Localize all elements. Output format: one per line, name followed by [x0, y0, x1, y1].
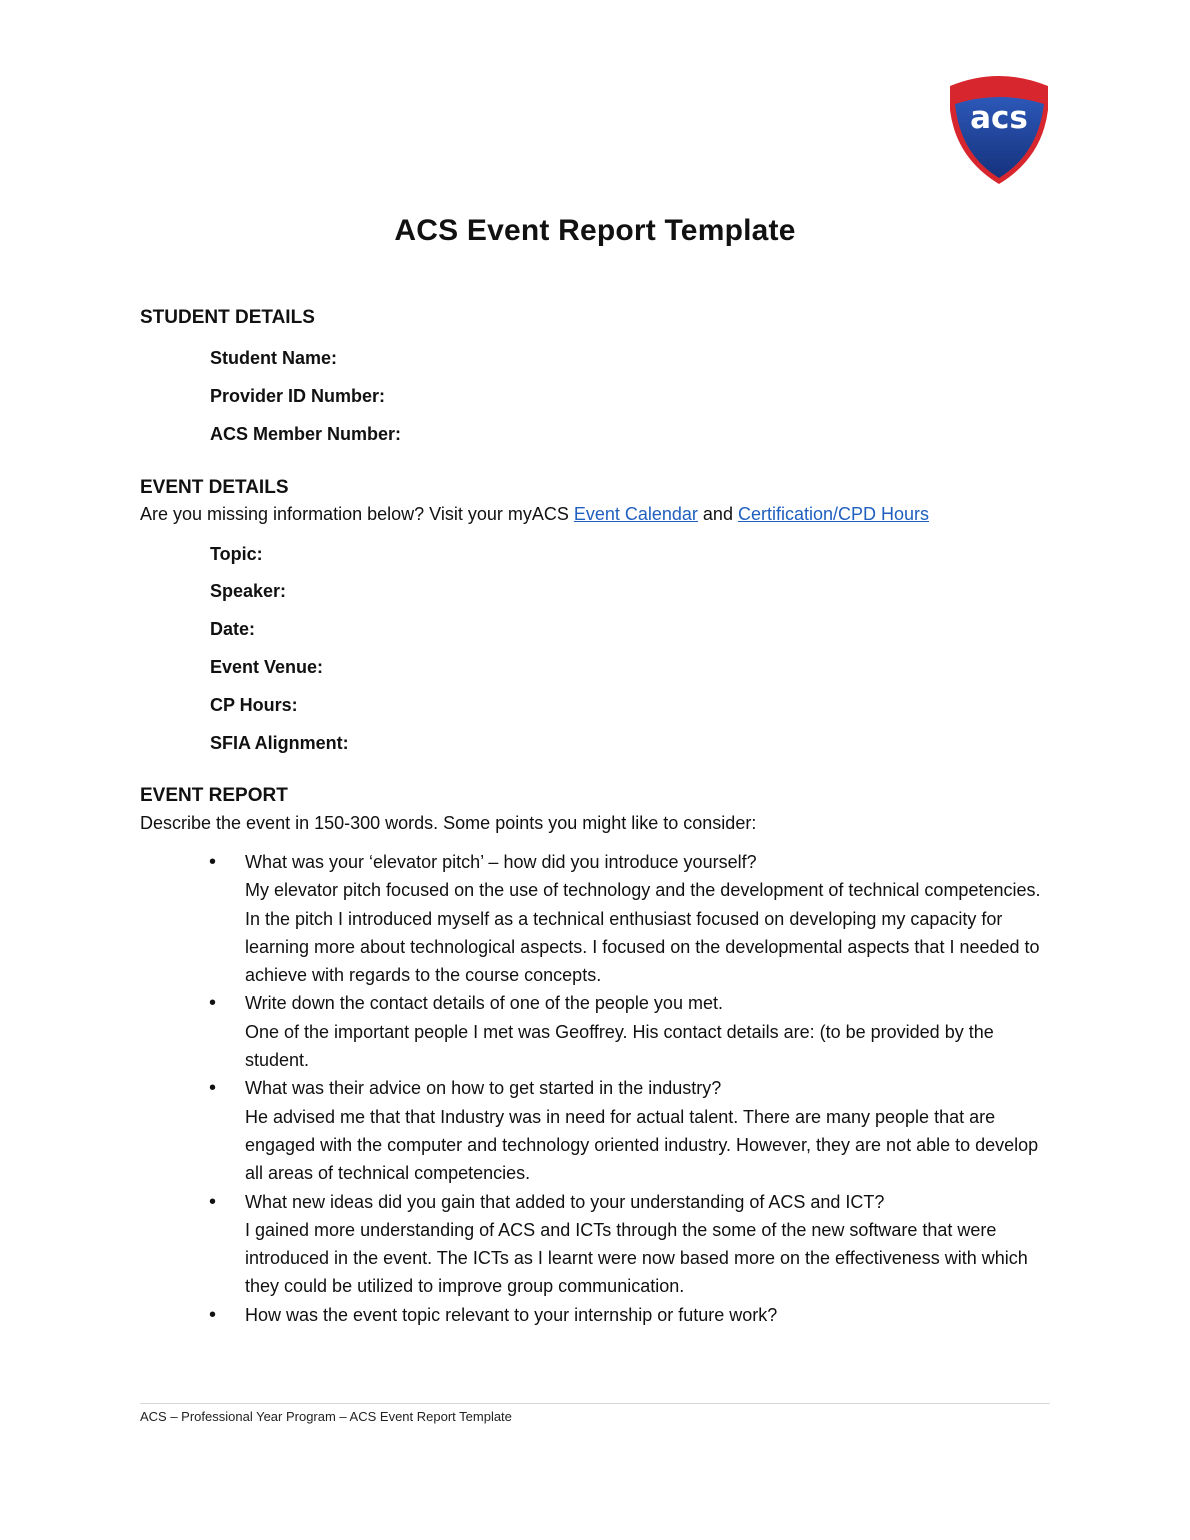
bullet-answer: One of the important people I met was Geoffrey. His contact details are: (to be provided by the student. [245, 1021, 994, 1071]
cp-hours-label: CP Hours: [210, 695, 298, 715]
event-details-intro [140, 504, 929, 525]
bullet-answer: He advised me that that Industry was in need for actual talent. There are many people that are engaged with the computer and technology oriented industry. However, they are not able to develop all areas of technical competencies. [245, 1106, 1039, 1184]
bullet-question: How was the event topic relevant to your internship or future work? [245, 1304, 778, 1325]
bullet-icon: • [209, 1077, 217, 1100]
logo-text: acs [970, 100, 1028, 136]
event-report-heading: EVENT REPORT [140, 785, 288, 806]
bullet-question: What new ideas did you gain that added to your understanding of ACS and ICT? [245, 1191, 885, 1212]
footer-divider [140, 1403, 1050, 1404]
list-item [140, 1188, 1050, 1301]
event-calendar-link[interactable]: Event Calendar [573, 504, 698, 524]
acs-logo [946, 70, 1052, 186]
student-details-heading: STUDENT DETAILS [140, 307, 315, 328]
bullet-answer: I gained more understanding of ACS and ICTs through the some of the new software that were introduced in the event. The ICTs as I learnt were now based more on the effectiveness with which they could be utilized to improve group communication. [245, 1219, 1028, 1297]
date-label: Date: [210, 619, 256, 639]
event-report-intro: Describe the event in 150-300 words. Some points you might like to consider: [140, 813, 757, 833]
intro-text: Are you missing information below? Visit your myACS [140, 504, 574, 524]
page-title: ACS Event Report Template [394, 214, 796, 247]
page-footer: ACS – Professional Year Program – ACS Event Report Template [140, 1409, 512, 1424]
acs-member-number-label: ACS Member Number: [210, 424, 402, 444]
bullet-question: Write down the contact details of one of the people you met. [245, 993, 723, 1014]
report-bullet-list [140, 848, 1050, 1329]
list-item [140, 848, 1050, 989]
list-item [140, 1074, 1050, 1187]
student-name-label: Student Name: [210, 348, 338, 368]
topic-label: Topic: [210, 544, 263, 564]
bullet-icon: • [209, 1303, 217, 1326]
sfia-alignment-label: SFIA Alignment: [210, 733, 349, 753]
and-text: and [697, 504, 738, 524]
speaker-label: Speaker: [210, 581, 287, 601]
bullet-icon: • [209, 992, 217, 1015]
bullet-icon: • [209, 1190, 217, 1213]
event-venue-label: Event Venue: [210, 657, 324, 677]
bullet-icon: • [209, 851, 217, 873]
bullet-answer: My elevator pitch focused on the use of technology and the development of technical competencies. In the pitch I introduced myself as a technical enthusiast focused on developing my capacity for learning more about technological aspects. I focused on the developmental aspects that I needed to achieve with regards to the course concepts. [245, 880, 1041, 986]
bullet-question: What was their advice on how to get started in the industry? [245, 1078, 722, 1099]
event-details-heading: EVENT DETAILS [140, 477, 289, 498]
list-item [140, 989, 1050, 1074]
bullet-question: What was your ‘elevator pitch’ – how did you introduce yourself? [245, 852, 757, 872]
provider-id-label: Provider ID Number: [210, 386, 386, 406]
certification-cpd-hours-link[interactable]: Certification/CPD Hours [737, 504, 930, 524]
list-item [140, 1301, 1050, 1329]
